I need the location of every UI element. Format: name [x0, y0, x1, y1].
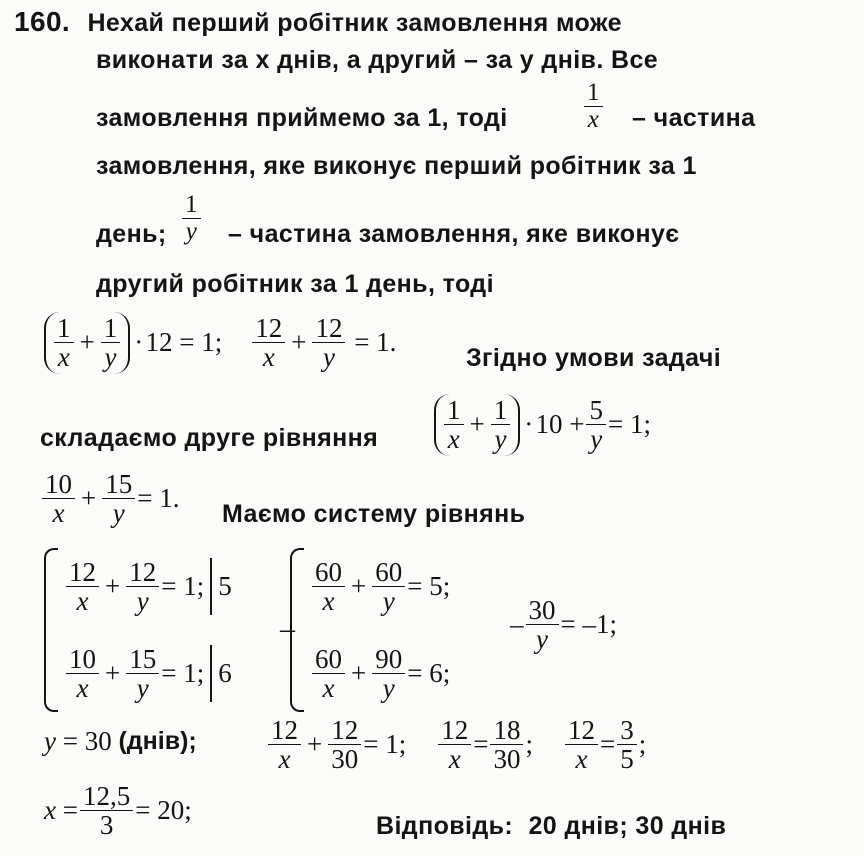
equation-2: $\frac{1}{x}$ + $\frac{1}{y}$ · 10 + $\frac{5}{y}$ = 1;	[430, 394, 651, 456]
subtract-sign: –	[280, 612, 295, 645]
equation-substitute: $\frac{12}{x}$ + $\frac{12}{30}$ = 1; $\frac{12}{x}$ = $\frac{18}{30}$ ; $\frac{12}{x}$ = $\frac{3}{5}$ ;	[266, 716, 646, 774]
text-condition: Згідно умови задачі	[466, 344, 722, 372]
system-2-brace	[290, 548, 304, 712]
system-2	[290, 548, 450, 712]
units-days: (днів);	[118, 727, 197, 755]
text-second-equation: складаємо друге рівняння	[40, 424, 379, 452]
answer-value: 20 днів; 30 днів	[528, 812, 727, 840]
fraction-1-over-x: $\frac{1}{x}$	[582, 80, 605, 134]
answer	[376, 812, 726, 841]
equation-x-result: x = $\frac{12,5}{3}$ = 20;	[44, 781, 192, 841]
system-2-row-2: $\frac{60}{x}$ + $\frac{90}{y}$ = 6;	[310, 645, 450, 703]
system-1-row-2: $\frac{10}{x}$ + $\frac{15}{y}$ = 1; 6	[64, 645, 232, 703]
problem-line-4: замовлення, яке виконує перший робітник за 1	[96, 152, 697, 180]
system-1-row-1: $\frac{12}{x}$ + $\frac{12}{y}$ = 1; 5	[64, 558, 232, 616]
fraction-1-over-y: $\frac{1}{y}$	[180, 192, 203, 246]
problem-line-3-tail: – частина	[632, 104, 756, 132]
equation-y-result: y = 30 (днів);	[44, 726, 197, 756]
problem-line-5: день;	[96, 220, 167, 248]
text-system: Маємо систему рівнянь	[222, 500, 526, 528]
problem-line-3: замовлення приймемо за 1, тоді	[96, 104, 508, 132]
problem-line-2: виконати за x днів, а другий – за y днів. Все	[96, 46, 659, 74]
system-1-brace	[44, 548, 58, 712]
problem-line-5-tail: – частина замовлення, яке виконує	[228, 220, 680, 248]
system-1	[44, 548, 232, 712]
equation-3: $\frac{10}{x}$ + $\frac{15}{y}$ = 1.	[40, 470, 179, 528]
system-2-row-1: $\frac{60}{x}$ + $\frac{60}{y}$ = 5;	[310, 558, 450, 616]
problem-number: 160.	[14, 6, 71, 37]
problem-text-1: Нехай перший робітник замовлення може	[87, 9, 622, 37]
equation-1: $\frac{1}{x}$ + $\frac{1}{y}$ · 12 = 1; $\frac{12}{x}$ + $\frac{12}{y}$ = 1.	[40, 312, 396, 374]
problem-line-6: другий робітник за 1 день, тоді	[96, 270, 494, 298]
answer-label: Відповідь:	[376, 812, 514, 840]
equation-difference: – $\frac{30}{y}$ = –1;	[510, 595, 617, 655]
problem-line-1	[14, 6, 622, 38]
